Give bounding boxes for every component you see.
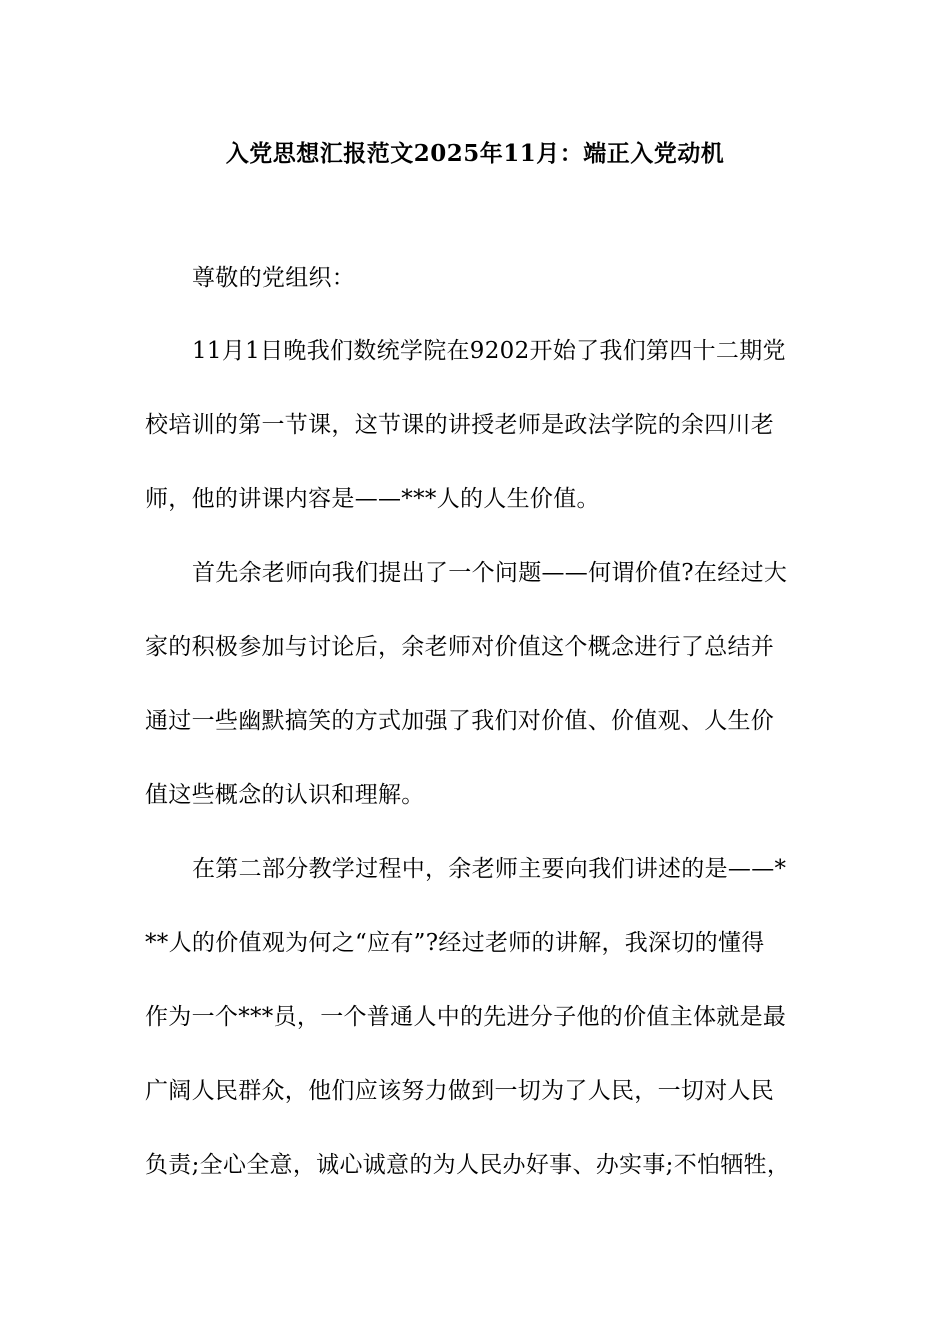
body-line: 值这些概念的认识和理解。 (145, 782, 425, 808)
body-line: 首先余老师向我们提出了一个问题——何谓价值?在经过大 (192, 560, 788, 586)
body-line: 师，他的讲课内容是——***人的人生价值。 (145, 486, 600, 512)
body-line: 11月1日晚我们数统学院在9202开始了我们第四十二期党 (192, 338, 786, 364)
body-line: 作为一个***员，一个普通人中的先进分子他的价值主体就是最 (145, 1004, 787, 1030)
body-line: **人的价值观为何之“应有”?经过老师的讲解，我深切的懂得 (145, 930, 765, 956)
salutation-line: 尊敬的党组织： (192, 265, 356, 291)
body-line: 广阔人民群众，他们应该努力做到一切为了人民，一切对人民 (145, 1078, 775, 1104)
body-line: 校培训的第一节课，这节课的讲授老师是政法学院的余四川老 (145, 412, 775, 438)
document-title: 入党思想汇报范文2025年11月：端正入党动机 (225, 140, 725, 167)
body-line: 通过一些幽默搞笑的方式加强了我们对价值、价值观、人生价 (145, 708, 775, 734)
body-line: 家的积极参加与讨论后，余老师对价值这个概念进行了总结并 (145, 634, 775, 660)
body-line: 在第二部分教学过程中，余老师主要向我们讲述的是——* (192, 856, 787, 882)
body-line: 负责;全心全意，诚心诚意的为人民办好事、办实事;不怕牺牲， (145, 1152, 791, 1178)
